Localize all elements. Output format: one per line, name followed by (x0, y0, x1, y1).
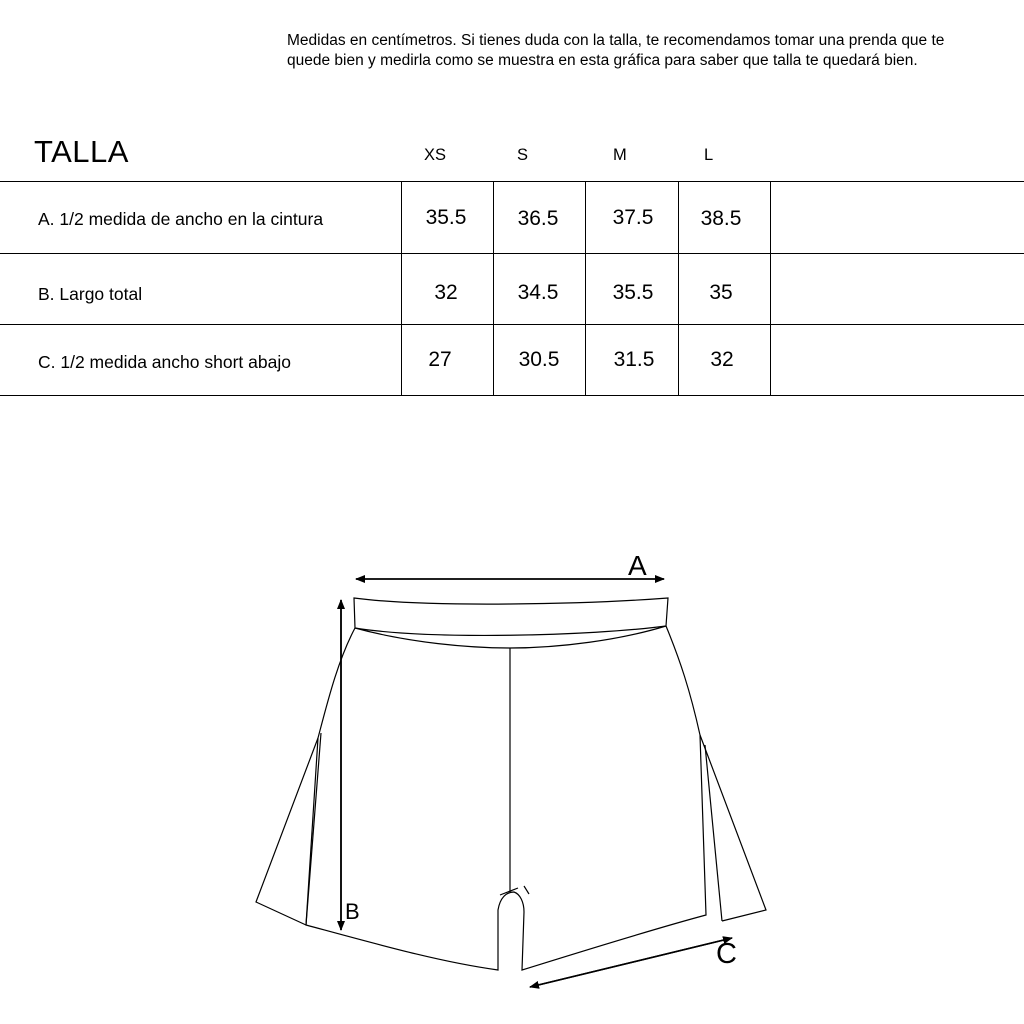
size-table-title: TALLA (34, 134, 129, 169)
label-b: B (345, 899, 360, 924)
measurement-arrow-a (356, 550, 664, 581)
size-header-xs: XS (424, 146, 447, 164)
measurement-arrow-b (341, 600, 360, 930)
shorts-waistband (354, 598, 668, 635)
shorts-right-slit (700, 735, 766, 921)
size-header-m: M (613, 146, 627, 164)
table-cell: 32 (434, 281, 458, 304)
table-cell: 31.5 (613, 348, 655, 371)
label-a: A (628, 550, 647, 581)
table-cell: 35 (709, 281, 733, 304)
row-label-waist: A. 1/2 medida de ancho en la cintura (38, 209, 324, 229)
note-line-1: Medidas en centímetros. Si tienes duda con la talla, te recomendamos tomar una prenda que te (287, 32, 945, 49)
label-c: C (716, 938, 737, 970)
table-cell: 34.5 (517, 281, 559, 304)
shorts-waistband-seam (355, 626, 666, 648)
table-cell: 30.5 (518, 348, 560, 371)
size-header-s: S (517, 146, 529, 164)
measurement-arrow-c (530, 938, 737, 987)
size-header-l: L (704, 146, 714, 164)
shorts-outline (256, 598, 766, 970)
note-line-2: quede bien y medirla como se muestra en esta gráfica para saber que talla te quedará bien. (287, 52, 918, 69)
shorts-crotch-mark (524, 886, 529, 894)
shorts-left-slit-seam (306, 733, 321, 925)
shorts-body (306, 626, 706, 970)
shorts-crotch-mark (500, 888, 518, 895)
table-cell: 35.5 (425, 206, 467, 229)
table-cell: 27 (428, 348, 452, 371)
table-cell: 36.5 (517, 207, 559, 230)
table-cell: 35.5 (612, 281, 654, 304)
table-cell: 38.5 (700, 207, 742, 230)
row-label-hem: C. 1/2 medida ancho short abajo (38, 352, 291, 372)
table-cell: 32 (710, 348, 734, 371)
table-cell: 37.5 (612, 206, 654, 229)
row-label-length: B. Largo total (38, 284, 143, 304)
